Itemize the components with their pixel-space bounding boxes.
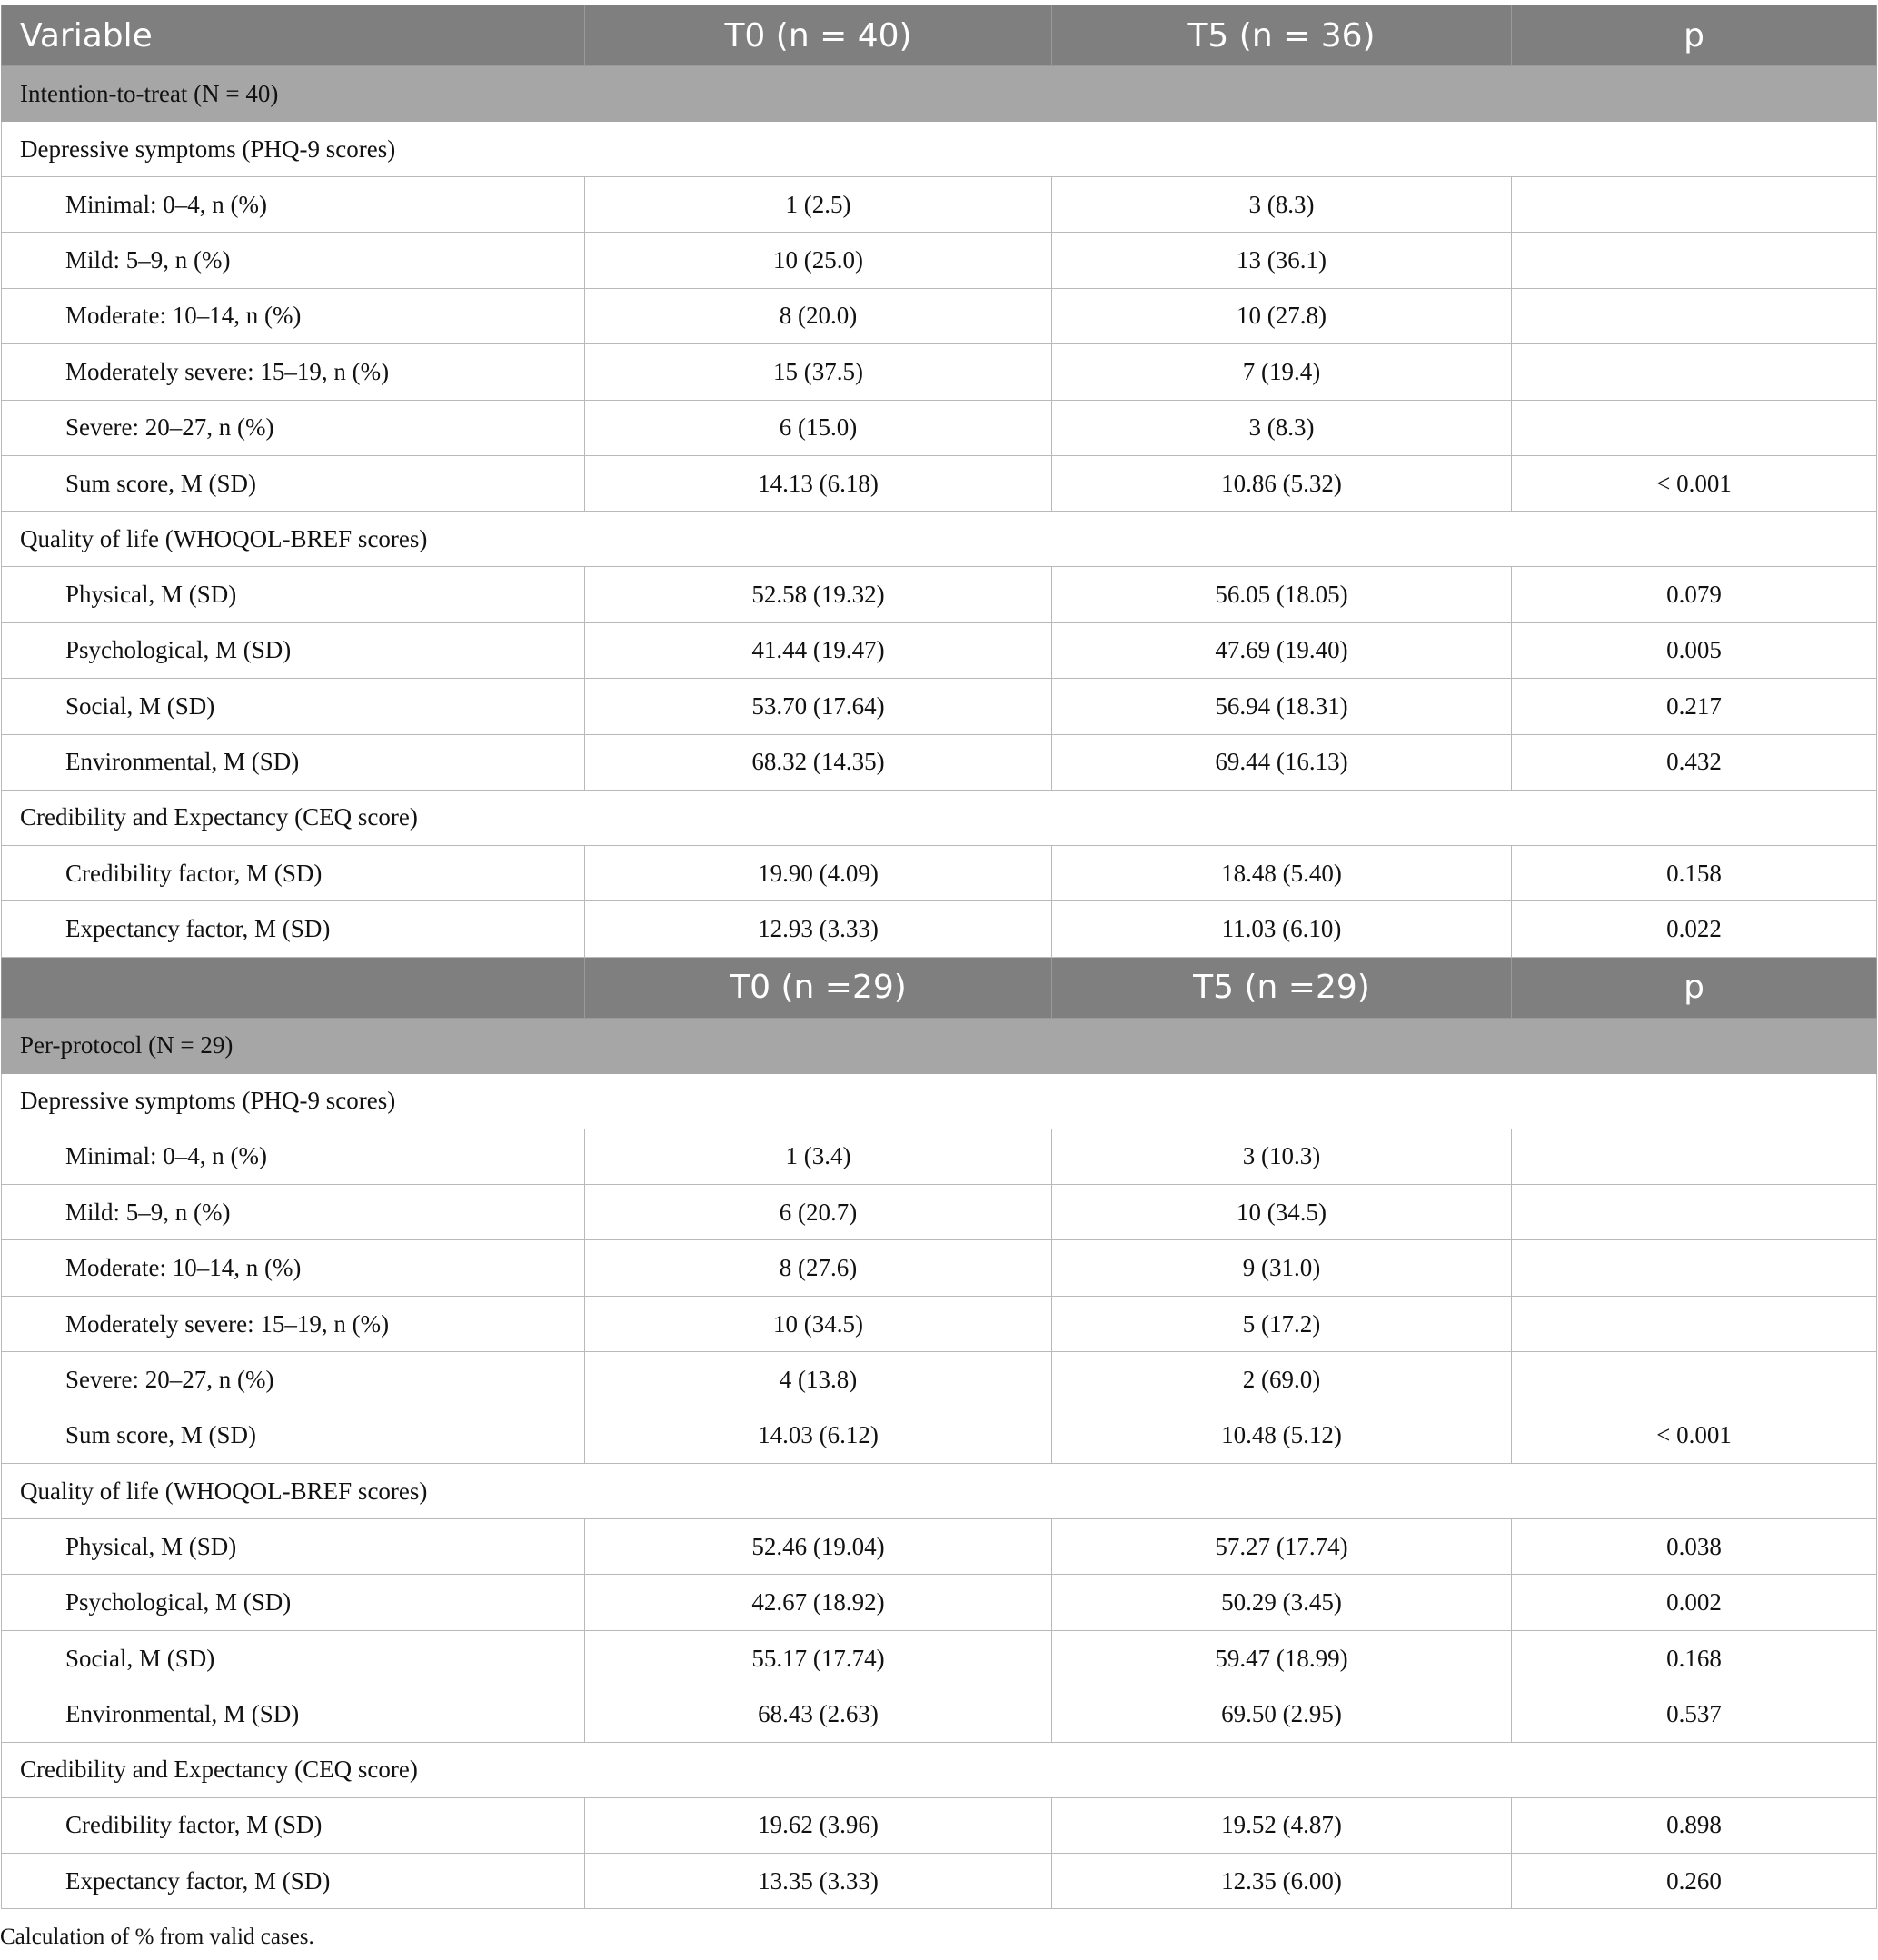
row-label: Environmental, M (SD)	[2, 1686, 585, 1742]
row-t0-value: 13.35 (3.33)	[585, 1853, 1052, 1908]
header-itt-t0: T0 (n = 40)	[585, 5, 1052, 66]
row-t0-value: 10 (25.0)	[585, 233, 1052, 288]
row-label: Sum score, M (SD)	[2, 1408, 585, 1463]
section-row	[2, 1073, 1877, 1129]
row-t0-value: 4 (13.8)	[585, 1352, 1052, 1408]
row-p-value: 0.158	[1512, 845, 1877, 900]
row-t5-value: 69.50 (2.95)	[1052, 1686, 1512, 1742]
row-label: Minimal: 0–4, n (%)	[2, 1129, 585, 1184]
group-row	[2, 1018, 1877, 1073]
table-row	[2, 845, 1877, 900]
row-t0-value: 53.70 (17.64)	[585, 679, 1052, 734]
row-t5-value: 9 (31.0)	[1052, 1240, 1512, 1296]
row-label: Moderate: 10–14, n (%)	[2, 288, 585, 343]
row-label: Psychological, M (SD)	[2, 1575, 585, 1630]
row-p-value	[1512, 1352, 1877, 1408]
row-t5-value: 57.27 (17.74)	[1052, 1519, 1512, 1575]
table-row	[2, 1686, 1877, 1742]
table-row	[2, 1240, 1877, 1296]
table-row	[2, 1853, 1877, 1908]
header-p: p	[1512, 5, 1877, 66]
table-row	[2, 1185, 1877, 1240]
row-label: Sum score, M (SD)	[2, 455, 585, 511]
table-row	[2, 455, 1877, 511]
section-row	[2, 1742, 1877, 1797]
table-row	[2, 622, 1877, 678]
section-title: Credibility and Expectancy (CEQ score)	[2, 790, 1877, 845]
row-label: Credibility factor, M (SD)	[2, 1797, 585, 1853]
row-t5-value: 47.69 (19.40)	[1052, 622, 1512, 678]
row-label: Physical, M (SD)	[2, 1519, 585, 1575]
row-t0-value: 10 (34.5)	[585, 1296, 1052, 1351]
row-p-value	[1512, 344, 1877, 400]
row-p-value: 0.168	[1512, 1630, 1877, 1686]
table-row	[2, 1296, 1877, 1351]
row-t0-value: 68.32 (14.35)	[585, 734, 1052, 790]
header-pp-p: p	[1512, 957, 1877, 1018]
section-title: Quality of life (WHOQOL-BREF scores)	[2, 1464, 1877, 1519]
row-label: Severe: 20–27, n (%)	[2, 1352, 585, 1408]
row-t0-value: 14.13 (6.18)	[585, 455, 1052, 511]
row-label: Expectancy factor, M (SD)	[2, 901, 585, 957]
row-t5-value: 12.35 (6.00)	[1052, 1853, 1512, 1908]
row-t5-value: 10.48 (5.12)	[1052, 1408, 1512, 1463]
row-label: Social, M (SD)	[2, 1630, 585, 1686]
row-t0-value: 42.67 (18.92)	[585, 1575, 1052, 1630]
row-t5-value: 10 (27.8)	[1052, 288, 1512, 343]
row-t0-value: 8 (20.0)	[585, 288, 1052, 343]
row-t0-value: 19.90 (4.09)	[585, 845, 1052, 900]
table-header-row	[2, 5, 1877, 66]
row-p-value	[1512, 1240, 1877, 1296]
table-row	[2, 1630, 1877, 1686]
row-t5-value: 69.44 (16.13)	[1052, 734, 1512, 790]
header-pp-t0: T0 (n =29)	[585, 957, 1052, 1018]
group-row	[2, 66, 1877, 122]
row-label: Mild: 5–9, n (%)	[2, 233, 585, 288]
table-row	[2, 567, 1877, 622]
table-row	[2, 901, 1877, 957]
row-t5-value: 50.29 (3.45)	[1052, 1575, 1512, 1630]
row-label: Psychological, M (SD)	[2, 622, 585, 678]
section-row	[2, 1464, 1877, 1519]
row-t5-value: 2 (69.0)	[1052, 1352, 1512, 1408]
table-row	[2, 233, 1877, 288]
row-label: Physical, M (SD)	[2, 567, 585, 622]
row-t5-value: 13 (36.1)	[1052, 233, 1512, 288]
header-pp-t5: T5 (n =29)	[1052, 957, 1512, 1018]
row-t5-value: 56.94 (18.31)	[1052, 679, 1512, 734]
row-t0-value: 6 (15.0)	[585, 400, 1052, 455]
header-variable: Variable	[2, 5, 585, 66]
row-t5-value: 10 (34.5)	[1052, 1185, 1512, 1240]
row-t0-value: 41.44 (19.47)	[585, 622, 1052, 678]
section-title: Credibility and Expectancy (CEQ score)	[2, 1742, 1877, 1797]
row-label: Severe: 20–27, n (%)	[2, 400, 585, 455]
row-label: Moderate: 10–14, n (%)	[2, 1240, 585, 1296]
row-t0-value: 12.93 (3.33)	[585, 901, 1052, 957]
table-footnote: Calculation of % from valid cases.	[0, 1925, 314, 1949]
row-label: Environmental, M (SD)	[2, 734, 585, 790]
table-row	[2, 1519, 1877, 1575]
table-row	[2, 1408, 1877, 1463]
section-title: Depressive symptoms (PHQ-9 scores)	[2, 122, 1877, 177]
row-p-value: 0.537	[1512, 1686, 1877, 1742]
row-t5-value: 3 (10.3)	[1052, 1129, 1512, 1184]
row-p-value: 0.260	[1512, 1853, 1877, 1908]
table-row	[2, 1797, 1877, 1853]
table-row	[2, 1129, 1877, 1184]
row-t5-value: 7 (19.4)	[1052, 344, 1512, 400]
row-p-value	[1512, 1129, 1877, 1184]
section-row	[2, 122, 1877, 177]
row-p-value: 0.002	[1512, 1575, 1877, 1630]
row-p-value: 0.005	[1512, 622, 1877, 678]
header-itt-t5: T5 (n = 36)	[1052, 5, 1512, 66]
row-label: Minimal: 0–4, n (%)	[2, 177, 585, 233]
row-label: Moderately severe: 15–19, n (%)	[2, 1296, 585, 1351]
row-t0-value: 52.58 (19.32)	[585, 567, 1052, 622]
row-label: Social, M (SD)	[2, 679, 585, 734]
row-t0-value: 6 (20.7)	[585, 1185, 1052, 1240]
group-label: Intention-to-treat (N = 40)	[2, 66, 1877, 122]
row-p-value	[1512, 1185, 1877, 1240]
row-p-value	[1512, 1296, 1877, 1351]
row-p-value: 0.022	[1512, 901, 1877, 957]
row-label: Credibility factor, M (SD)	[2, 845, 585, 900]
row-t0-value: 68.43 (2.63)	[585, 1686, 1052, 1742]
section-row	[2, 512, 1877, 567]
row-label: Expectancy factor, M (SD)	[2, 1853, 585, 1908]
table-row	[2, 734, 1877, 790]
row-p-value	[1512, 400, 1877, 455]
row-p-value: 0.038	[1512, 1519, 1877, 1575]
table-header-row-per-protocol	[2, 957, 1877, 1018]
row-p-value: 0.217	[1512, 679, 1877, 734]
table-row	[2, 344, 1877, 400]
row-t0-value: 8 (27.6)	[585, 1240, 1052, 1296]
row-t5-value: 19.52 (4.87)	[1052, 1797, 1512, 1853]
group-label: Per-protocol (N = 29)	[2, 1018, 1877, 1073]
row-t0-value: 52.46 (19.04)	[585, 1519, 1052, 1575]
row-p-value	[1512, 233, 1877, 288]
table-row	[2, 400, 1877, 455]
row-t5-value: 5 (17.2)	[1052, 1296, 1512, 1351]
row-t0-value: 1 (3.4)	[585, 1129, 1052, 1184]
section-row	[2, 790, 1877, 845]
section-title: Depressive symptoms (PHQ-9 scores)	[2, 1073, 1877, 1129]
table-row	[2, 1575, 1877, 1630]
section-title: Quality of life (WHOQOL-BREF scores)	[2, 512, 1877, 567]
row-t5-value: 18.48 (5.40)	[1052, 845, 1512, 900]
table-row	[2, 177, 1877, 233]
row-t0-value: 19.62 (3.96)	[585, 1797, 1052, 1853]
row-p-value: < 0.001	[1512, 1408, 1877, 1463]
row-t5-value: 11.03 (6.10)	[1052, 901, 1512, 957]
header-blank	[2, 957, 585, 1018]
row-t0-value: 1 (2.5)	[585, 177, 1052, 233]
table-row	[2, 1352, 1877, 1408]
table-row	[2, 679, 1877, 734]
table-row	[2, 288, 1877, 343]
row-label: Mild: 5–9, n (%)	[2, 1185, 585, 1240]
row-t5-value: 59.47 (18.99)	[1052, 1630, 1512, 1686]
row-p-value: 0.079	[1512, 567, 1877, 622]
row-p-value: 0.898	[1512, 1797, 1877, 1853]
row-t5-value: 10.86 (5.32)	[1052, 455, 1512, 511]
row-p-value: 0.432	[1512, 734, 1877, 790]
row-t0-value: 55.17 (17.74)	[585, 1630, 1052, 1686]
row-label: Moderately severe: 15–19, n (%)	[2, 344, 585, 400]
row-t5-value: 3 (8.3)	[1052, 400, 1512, 455]
row-t5-value: 56.05 (18.05)	[1052, 567, 1512, 622]
row-p-value: < 0.001	[1512, 455, 1877, 511]
row-t0-value: 15 (37.5)	[585, 344, 1052, 400]
results-table	[1, 5, 1877, 1909]
row-t5-value: 3 (8.3)	[1052, 177, 1512, 233]
row-p-value	[1512, 288, 1877, 343]
row-t0-value: 14.03 (6.12)	[585, 1408, 1052, 1463]
row-p-value	[1512, 177, 1877, 233]
